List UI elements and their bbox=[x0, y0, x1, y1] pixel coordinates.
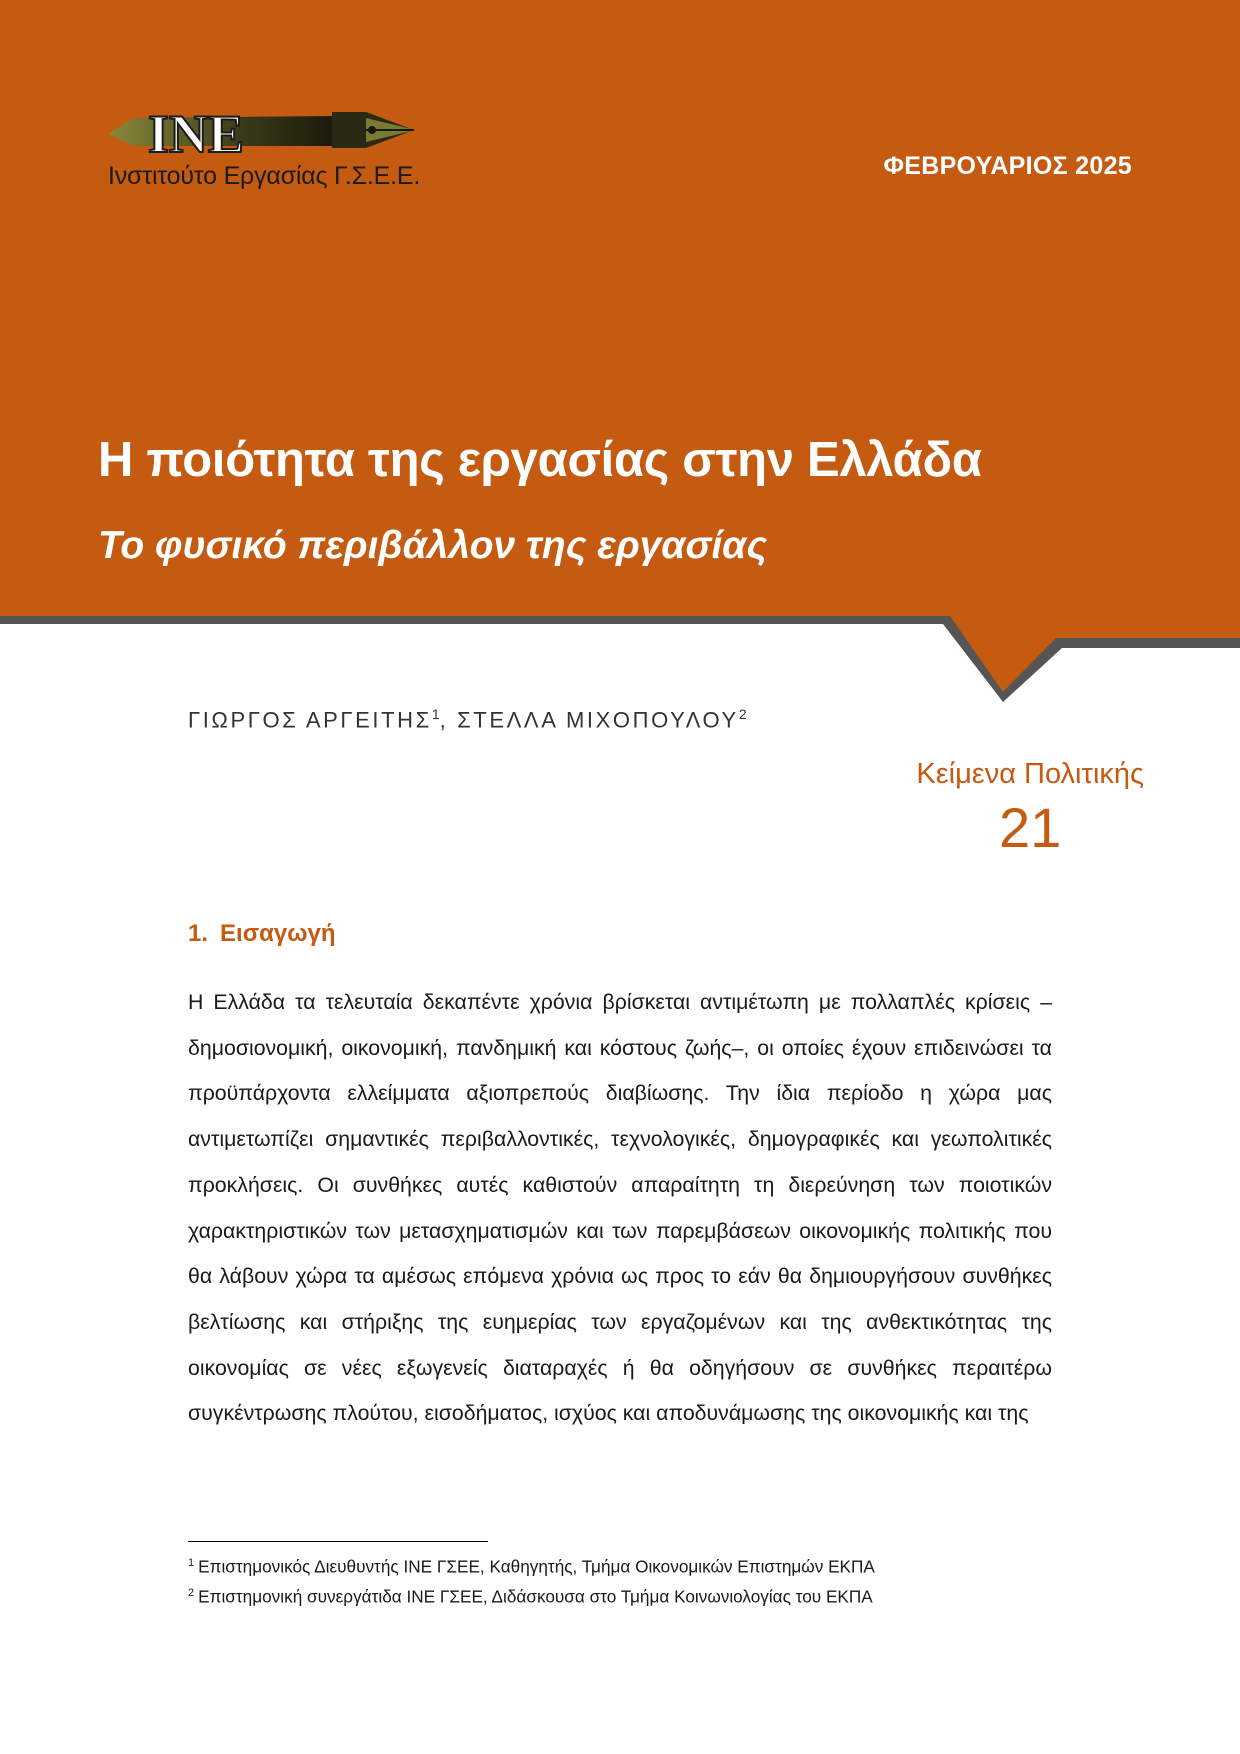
author-name: ΓΙΩΡΓΟΣ ΑΡΓΕΙΤΗΣ bbox=[188, 707, 432, 733]
section-number: 1. bbox=[188, 920, 209, 947]
footnote-divider bbox=[188, 1541, 488, 1542]
author-name: ΣΤΕΛΛΑ ΜΙΧΟΠΟΥΛΟΥ bbox=[457, 707, 739, 733]
pen-nib-icon bbox=[104, 100, 434, 160]
footnote bbox=[188, 1580, 1068, 1610]
section-heading bbox=[188, 920, 336, 948]
body-paragraph: Η Ελλάδα τα τελευταία δεκαπέντε χρόνια βρίσκεται αντιμέτωπη με πολλαπλές κρίσεις –δημοσιονομική, οικονομική, πανδημική και κόστους ζωής–, οι οποίες έχουν επιδεινώσει τα προϋπάρχοντα ελλείμματα αξιοπρεπούς διαβίωσης. Την ίδια περίοδο η χώρα μας αντιμετωπίζει σημαντικές περιβαλλοντικές, τεχνολογικές, δημογραφικές και γεωπολιτικές προκλήσεις. Οι συνθήκες αυτές καθιστούν απαραίτητη τη διερεύνηση των ποιοτικών χαρακτηριστικών των μετασχηματισμών και των παρεμβάσεων οικονομικής πολιτικής που θα λάβουν χώρα τα αμέσως επόμενα χρόνια ως προς το εάν θα δημιουργήσουν συνθήκες βελτίωσης και στήριξης της ευημερίας των εργαζομένων και της ανθεκτικότητας της οικονομίας σε νέες εξωγενείς διαταραχές ή θα οδηγήσουν σε συνθήκες περαιτέρω συγκέντρωσης πλούτου, εισοδήματος, ισχύος και αποδυνάμωσης της οικονομικής και της bbox=[188, 990, 1052, 1426]
document-title: Η ποιότητα της εργασίας στην Ελλάδα bbox=[98, 433, 982, 487]
section-title: Εισαγωγή bbox=[220, 920, 336, 947]
footnote-text: Επιστημονική συνεργάτιδα ΙΝΕ ΓΣΕΕ, Διδάσκουσα στο Τμήμα Κοινωνιολογίας του ΕΚΠΑ bbox=[198, 1586, 873, 1607]
series-label: Κείμενα Πολιτικής bbox=[916, 758, 1144, 790]
footnote-mark: 2 bbox=[188, 1586, 195, 1599]
footnote-text: Επιστημονικός Διευθυντής ΙΝΕ ΓΣΕΕ, Καθηγητής, Τμήμα Οικονομικών Επιστημών ΕΚΠΑ bbox=[198, 1556, 875, 1577]
footnote-mark: 2 bbox=[738, 706, 747, 722]
series-block bbox=[916, 758, 1144, 860]
footnotes bbox=[188, 1550, 1068, 1609]
footnote-mark: 1 bbox=[431, 706, 440, 722]
series-number: 21 bbox=[999, 796, 1062, 859]
logo-text: INE bbox=[148, 104, 245, 160]
author-separator: , bbox=[439, 707, 458, 733]
publication-date: ΦΕΒΡΟΥΑΡΙΟΣ 2025 bbox=[883, 152, 1132, 180]
author-line bbox=[188, 706, 747, 733]
footnote-mark: 1 bbox=[188, 1557, 195, 1569]
footnote bbox=[188, 1550, 1068, 1580]
document-subtitle: Το φυσικό περιβάλλον της εργασίας bbox=[98, 524, 768, 567]
logo-subtitle: Ινστιτούτο Εργασίας Γ.Σ.Ε.Ε. bbox=[108, 162, 421, 190]
